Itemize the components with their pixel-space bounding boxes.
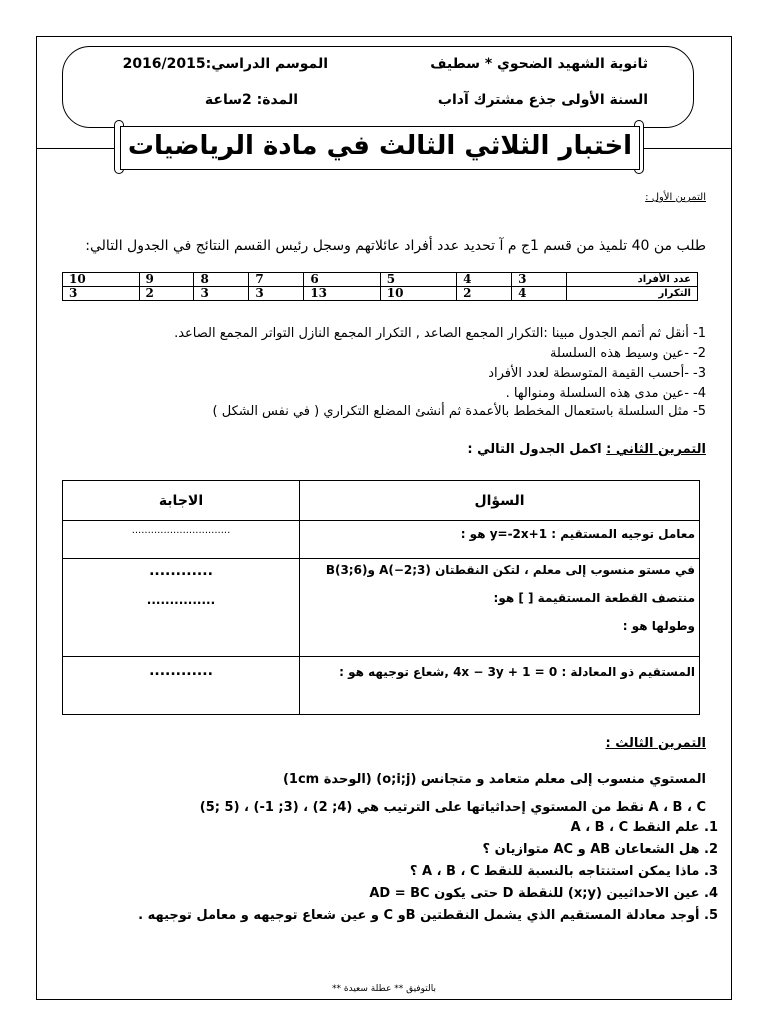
ex3-line-1: المستوي منسوب إلى معلم متعامد و متجانس (o;i;j) (الوحدة 1cm) <box>282 772 706 787</box>
ex3-item-5: 5. أوجد معادلة المستقيم الذي يشمل النقطتين Bو C و عين شعاع توجيهه و معامل توجيهه . <box>138 908 718 923</box>
ex1-item-1: 1- أنقل ثم أتمم الجدول مبينا :التكرار المجمع الصاعد , التكرار المجمع النازل التواتر المجمع الصاعد. <box>174 326 706 341</box>
banner-rule-left <box>36 148 120 149</box>
table-row <box>63 559 700 657</box>
table-cell: 2 <box>457 287 512 301</box>
table-cell: 13 <box>304 287 380 301</box>
table-row <box>63 657 700 715</box>
exam-title: اختبار الثلاثي الثالث في مادة الرياضيات <box>127 131 633 161</box>
answer-2b: ............... <box>146 593 216 607</box>
table-cell: 3 <box>512 273 567 287</box>
title-banner <box>120 126 640 170</box>
frequency-table <box>62 272 698 301</box>
table-cell: 10 <box>380 287 456 301</box>
table-cell: 5 <box>380 273 456 287</box>
ex1-intro: طلب من 40 تلميذ من قسم 1ج م آ تحديد عدد أفراد عائلاتهم وسجل رئيس القسم النتائج في الجدول التالي: <box>85 238 706 254</box>
table-cell: 8 <box>194 273 249 287</box>
ex3-item-3: 3. ماذا يمكن استنتاجه بالنسبة للنقط A ، B ، C ؟ <box>409 864 718 879</box>
ex2-heading: التمرين الثاني : <box>606 442 706 457</box>
table-cell: 7 <box>249 273 304 287</box>
exam-duration: المدة: 2ساعة <box>204 92 298 108</box>
question-3: المستقيم ذو المعادلة : 4x − 3y + 1 = 0 ,شعاع توجيهه هو : <box>299 657 699 715</box>
ex1-heading: التمرين الأول : <box>645 192 706 203</box>
answer-2a: ............ <box>149 563 213 579</box>
ex3-item-2: 2. هل الشعاعان AB و AC متوازيان ؟ <box>482 842 718 857</box>
banner-rule-right <box>640 148 732 149</box>
ex2-heading-line <box>467 442 706 457</box>
table-cell: 10 <box>63 273 140 287</box>
question-1: معامل توجيه المستقيم : y=-2x+1 هو : <box>299 521 699 559</box>
table-cell: 3 <box>63 287 140 301</box>
table-row <box>63 287 698 301</box>
table-row <box>63 521 700 559</box>
table-header-row <box>63 481 700 521</box>
table-row <box>63 273 698 287</box>
ex3-item-4: 4. عين الاحداثيين (x;y) للنقطة D حتى يكون AD = BC <box>369 886 718 901</box>
col-answer: الاجابة <box>63 481 300 521</box>
ex3-heading: التمرين الثالث : <box>605 736 706 751</box>
ex3-line-2: A ، B ، C نقط من المستوي إحداثياتها على الترتيب هي (4; 2) ، (3; 1-) ، (5 ;5) <box>199 800 706 815</box>
school-year: الموسم الدراسي:2016/2015 <box>122 56 328 72</box>
row-label-members: عدد الأفراد <box>567 273 698 287</box>
ex3-item-1: 1. علم النقط A ، B ، C <box>570 820 718 835</box>
table-cell: 9 <box>139 273 194 287</box>
ex1-item-4: 4- -عين مدى هذه السلسلة ومنوالها . <box>505 386 706 401</box>
answer-2 <box>63 559 300 657</box>
table-cell: 6 <box>304 273 380 287</box>
question-2 <box>299 559 699 657</box>
ex1-item-5: 5- مثل السلسلة باستعمال المخطط بالأعمدة ثم أنشئ المضلع التكراري ( في نفس الشكل ) <box>212 404 706 419</box>
answer-1: ............................... <box>63 521 300 559</box>
table-cell: 4 <box>457 273 512 287</box>
table-cell: 3 <box>194 287 249 301</box>
ex2-instruction: اكمل الجدول التالي : <box>467 442 602 457</box>
ex1-item-3: 3- -أحسب القيمة المتوسطة لعدد الأفراد <box>488 366 706 381</box>
school-name: ثانوية الشهيد الضحوي * سطيف <box>430 56 648 72</box>
questions-table <box>62 480 700 715</box>
ex1-item-2: 2- -عين وسيط هذه السلسلة <box>549 346 706 361</box>
footer-note: بالتوفيق ** عطلة سعيدة ** <box>332 984 436 994</box>
table-cell: 4 <box>512 287 567 301</box>
row-label-frequency: التكرار <box>567 287 698 301</box>
question-2a: في مستو منسوب إلى معلم ، لتكن النقطتان A(−2;3) وB(3;6) <box>325 563 695 577</box>
table-cell: 2 <box>139 287 194 301</box>
question-2b: منتصف القطعة المستقيمة [ ] هو: <box>493 591 695 605</box>
answer-3: ............ <box>63 657 300 715</box>
col-question: السؤال <box>299 481 699 521</box>
table-cell: 3 <box>249 287 304 301</box>
question-2c: وطولها هو : <box>622 619 695 633</box>
class-level: السنة الأولى جذع مشترك آداب <box>437 92 648 108</box>
